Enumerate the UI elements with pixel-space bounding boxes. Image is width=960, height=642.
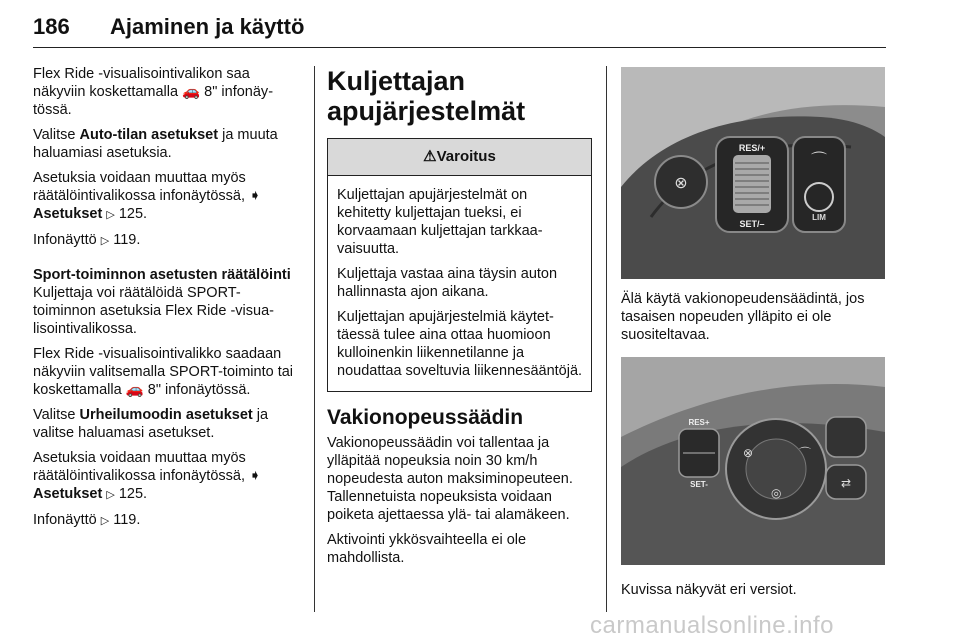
paragraph: Asetuksia voidaan muuttaa myös räätälöintivalikossa infonäytössä, ➧ Asetukset ▷ 125. xyxy=(33,170,262,222)
paragraph: Flex Ride -visualisointivalikko saadaan näkyviin valitsemalla SPORT-toiminto tai koskettamalla 🚗 8" infonäytössä. xyxy=(33,346,294,398)
header-rule xyxy=(33,47,886,48)
caption: Älä käytä vakionopeudensäädintä, jos tasaisen nopeuden ylläpito ei ole suositeltavaa. xyxy=(621,291,865,343)
warning-triangle-icon: ⚠ xyxy=(423,148,437,165)
warning-header: ⚠Varoitus xyxy=(328,139,591,176)
paragraph: Vakionopeussäädin voi tallentaa ja ylläpitää nopeuksia noin 30 km/h nopeudesta auton maksiminopeuteen. Tallennetuista nopeuksista voidaan poiketa ajettaessa ylä- tai alamäkeen. xyxy=(327,435,573,523)
section-title: Kuljettajan apujärjestelmät xyxy=(327,66,526,126)
arrow-icon: ➧ xyxy=(249,468,262,484)
warning-box xyxy=(327,138,592,392)
subheading: Sport-toiminnon asetusten räätälöinti xyxy=(33,267,291,283)
caption: Kuvissa näkyvät eri versiot. xyxy=(621,582,797,598)
svg-text:⊗: ⊗ xyxy=(743,446,754,460)
paragraph: Valitse Auto-tilan asetukset ja muuta haluamiasi asetuksia. xyxy=(33,127,278,161)
svg-text:⌒: ⌒ xyxy=(810,150,828,169)
svg-text:◎: ◎ xyxy=(771,486,782,500)
svg-text:⇄: ⇄ xyxy=(840,476,852,490)
right-caption-2 xyxy=(621,581,887,606)
paragraph: Kuljettajan apujärjestelmiä käytettäessä tulee aina ottaa huomioon kulloinenkin liikennetilanne ja noudattaa soveltuvia liikennesääntöjä. xyxy=(337,309,583,379)
set-label: SET- xyxy=(690,480,708,489)
paragraph: Valitse Urheilumoodin asetukset ja valitse haluamasi asetukset. xyxy=(33,407,269,441)
column-divider-right xyxy=(606,66,607,612)
steering-wheel-photo-2 xyxy=(621,357,885,565)
svg-text:⊗: ⊗ xyxy=(674,173,688,192)
paragraph: Infonäyttö ▷ 119. xyxy=(33,232,141,248)
arrow-icon: ➧ xyxy=(249,188,262,204)
svg-text:⌒: ⌒ xyxy=(799,446,812,460)
reference-icon: ▷ xyxy=(100,235,110,247)
lim-label: LIM xyxy=(812,213,826,222)
column-divider-left xyxy=(314,66,315,612)
paragraph: Sport-toiminnon asetusten räätälöinti Kuljettaja voi räätälöidä SPORT-toiminnon asetuksia Flex Ride -visualisointivalikossa. xyxy=(33,267,291,337)
paragraph: Infonäyttö ▷ 119. xyxy=(33,512,141,528)
res-label: RES+ xyxy=(688,418,710,427)
page-number: 186 xyxy=(33,14,70,39)
car-icon: 🚗 xyxy=(182,84,201,100)
paragraph: Flex Ride -visualisointivalikon saa näkyviin koskettamalla 🚗 8" infonäytössä. xyxy=(33,66,274,118)
paragraph: Aktivointi ykkösvaihteella ei ole mahdollista. xyxy=(327,532,527,566)
chapter-title: Ajaminen ja käyttö xyxy=(110,14,305,39)
steering-wheel-photo-1 xyxy=(621,67,885,279)
reference-icon: ▷ xyxy=(106,209,115,221)
right-caption-1 xyxy=(621,290,887,351)
reference-icon: ▷ xyxy=(106,489,115,501)
paragraph: Asetuksia voidaan muuttaa myös räätälöintivalikossa infonäytössä, ➧ Asetukset ▷ 125. xyxy=(33,450,262,502)
paragraph: Kuljettajan apujärjestelmät on kehitetty kuljettajan tueksi, ei korvaamaan kuljettajan tarkkaavaisuutta. xyxy=(337,187,543,257)
res-label: RES/+ xyxy=(738,143,766,153)
reference-icon: ▷ xyxy=(100,515,110,527)
subsection-title: Vakionopeussäädin xyxy=(327,406,524,429)
warning-body xyxy=(328,176,591,391)
paragraph: Kuljettaja vastaa aina täysin auton hallinnasta ajon aikana. xyxy=(337,266,558,300)
middle-column xyxy=(327,66,592,574)
set-label: SET/– xyxy=(739,219,765,229)
left-column xyxy=(33,65,301,537)
car-icon: 🚗 xyxy=(125,382,144,398)
watermark: carmanualsonline.info xyxy=(590,612,834,639)
page-header xyxy=(33,10,886,46)
